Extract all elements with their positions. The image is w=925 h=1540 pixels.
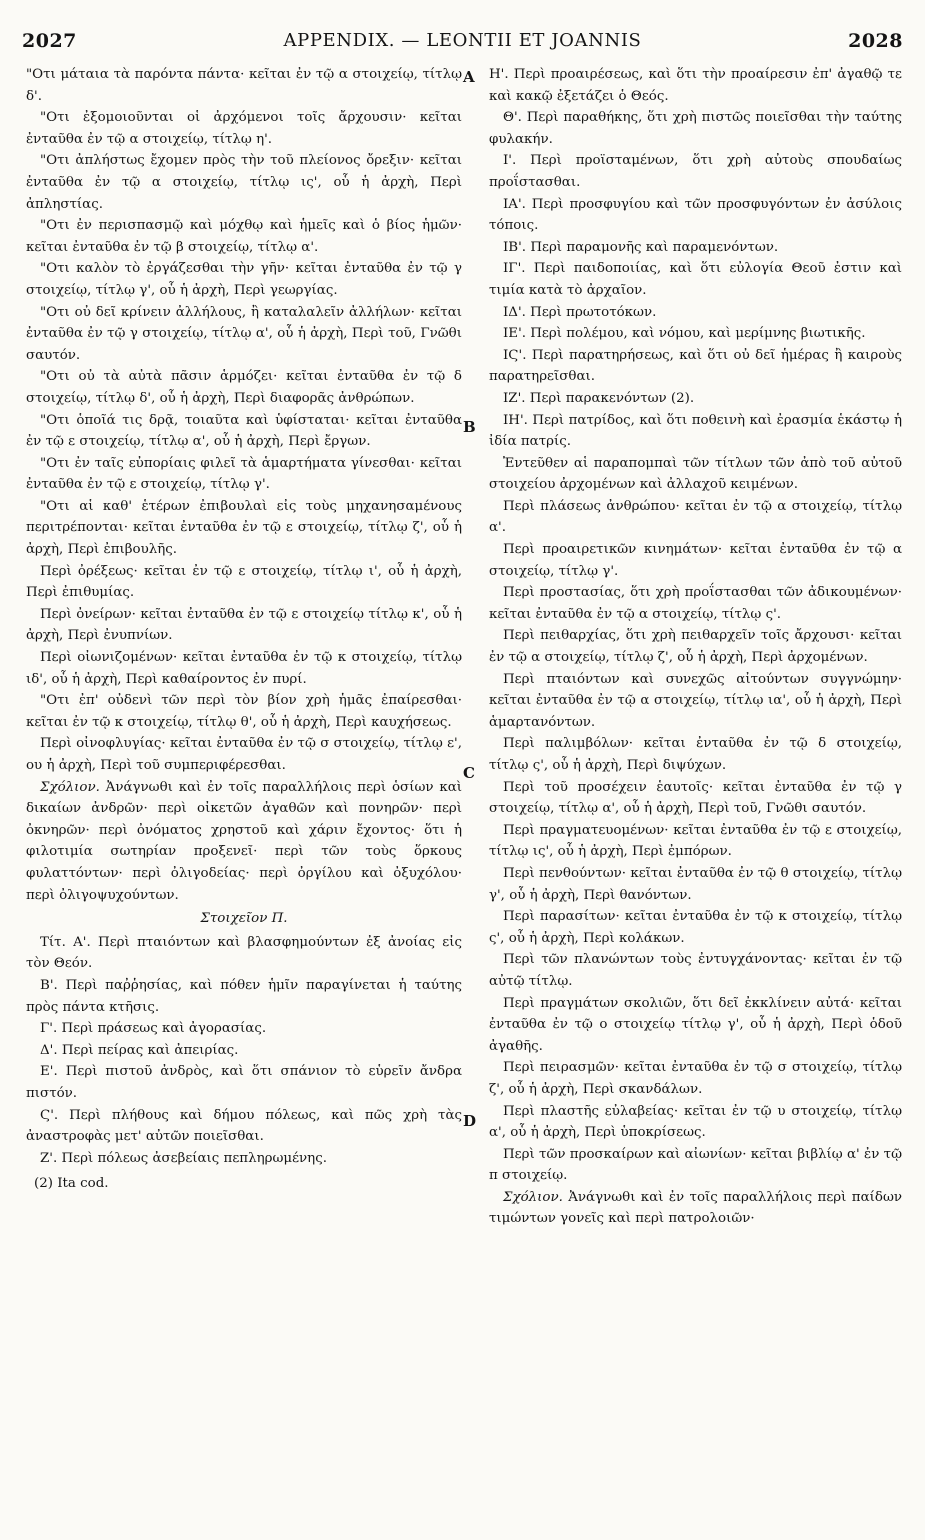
title-entry: Ι'. Περὶ προϊσταμένων, ὅτι χρὴ αὐτοὺς σπουδαίως προΐστασθαι.	[489, 153, 902, 190]
entry-paragraph: Περὶ πειθαρχίας, ὅτι χρὴ πειθαρχεῖν τοῖς ἄρχουσι· κεῖται ἐν τῷ α στοιχείῳ, τίτλῳ ζ', οὗ ἡ ἀρχὴ, Περὶ ἀρχομένων.	[489, 628, 902, 666]
title-entry: Ζ'. Περὶ πόλεως ἀσεβείαις πεπληρωμένης.	[40, 1150, 327, 1166]
entry-paragraph: "Οτι αἱ καθ' ἑτέρων ἐπιβουλαὶ εἰς τοὺς μηχανησαμένους περιτρέπονται· κεῖται ἐνταῦθα ἐν τῷ ε στοιχείῳ, τίτλῳ ζ', οὗ ἡ ἀρχὴ, Περὶ ἐπιβουλῆς.	[26, 498, 462, 558]
entry-paragraph: Περὶ οἰνοφλυγίας· κεῖται ἐνταῦθα ἐν τῷ σ στοιχείῳ, τίτλῳ ε', ου ἡ ἀρχὴ, Περὶ τοῦ συμπεριφέρεσθαι.	[26, 736, 462, 773]
title-entry: Δ'. Περὶ πείρας καὶ ἀπειρίας.	[40, 1042, 239, 1058]
entry-paragraph: Περὶ παρασίτων· κεῖται ἐνταῦθα ἐν τῷ κ στοιχείῳ, τίτλῳ ς', οὗ ἡ ἀρχὴ, Περὶ κολάκων.	[489, 909, 902, 946]
entry-paragraph: Περὶ πειρασμῶν· κεῖται ἐνταῦθα ἐν τῷ σ στοιχείῳ, τίτλῳ ζ', οὗ ἡ ἀρχὴ, Περὶ σκανδάλων.	[489, 1060, 902, 1097]
title-entry: Β'. Περὶ παῤῥησίας, καὶ πόθεν ἡμῖν παραγίνεται ἡ ταύτης πρὸς πάντα κτῆσις.	[26, 977, 462, 1015]
entry-paragraph: Περὶ πλαστῆς εὐλαβείας· κεῖται ἐν τῷ υ στοιχείῳ, τίτλῳ α', οὗ ἡ ἀρχὴ, Περὶ ὑποκρίσεως.	[489, 1103, 902, 1141]
entry-paragraph: Περὶ τῶν προσκαίρων καὶ αἰωνίων· κεῖται βιβλίῳ α' ἐν τῷ π στοιχείῳ.	[489, 1146, 902, 1184]
section-heading: Στοιχεῖον Π.	[200, 911, 288, 927]
title-entry: Ϛ'. Περὶ πλήθους καὶ δήμου πόλεως, καὶ πῶς χρὴ τὰς ἀναστροφὰς μετ' αὐτῶν ποιεῖσθαι.	[26, 1107, 462, 1145]
entry-paragraph: Περὶ προαιρετικῶν κινημάτων· κεῖται ἐνταῦθα ἐν τῷ α στοιχείῳ, τίτλῳ γ'.	[489, 542, 902, 579]
title-entry: Τίτ. Α'. Περὶ πταιόντων καὶ βλασφημούντων ἐξ ἀνοίας εἰς τὸν Θεόν.	[26, 934, 462, 972]
page-header	[22, 30, 903, 58]
scholion-label: Σχόλιον.	[503, 1189, 563, 1205]
title-entry: ΙΑ'. Περὶ προσφυγίου καὶ τῶν προσφυγόντων ἐν ἀσύλοις τόποις.	[489, 196, 902, 234]
entry-paragraph: Περὶ τοῦ προσέχειν ἑαυτοῖς· κεῖται ἐνταῦθα ἐν τῷ γ στοιχείῳ, τίτλῳ α', οὗ ἡ ἀρχὴ, Περὶ τοῦ, Γνῶθι σαυτόν.	[489, 779, 902, 817]
entry-paragraph: Περὶ πραγματευομένων· κεῖται ἐνταῦθα ἐν τῷ ε στοιχείῳ, τίτλῳ ις', οὗ ἡ ἀρχὴ, Περὶ ἐμπόρων.	[489, 822, 902, 860]
title-entry: ΙϚ'. Περὶ παρατηρήσεως, καὶ ὅτι οὐ δεῖ ἡμέρας ἢ καιροὺς παρατηρεῖσθαι.	[489, 347, 902, 385]
scholion-label: Σχόλιον.	[40, 779, 100, 795]
entry-paragraph: Περὶ πενθούντων· κεῖται ἐνταῦθα ἐν τῷ θ στοιχείῳ, τίτλῳ γ', οὗ ἡ ἀρχὴ, Περὶ θανόντων.	[489, 865, 902, 903]
title-entry: Ε'. Περὶ πιστοῦ ἀνδρὸς, καὶ ὅτι σπάνιον τὸ εὑρεῖν ἄνδρα πιστόν.	[26, 1064, 462, 1101]
entry-paragraph: Περὶ οἰωνιζομένων· κεῖται ἐνταῦθα ἐν τῷ κ στοιχείῳ, τίτλῳ ιδ', οὗ ἡ ἀρχὴ, Περὶ καθαίροντος ἐν πυρί.	[26, 650, 462, 687]
title-entry: Θ'. Περὶ παραθήκης, ὅτι χρὴ πιστῶς ποιεῖσθαι τὴν ταύτης φυλακήν.	[489, 110, 902, 147]
entry-paragraph: Περὶ προστασίας, ὅτι χρὴ προΐστασθαι τῶν ἀδικουμένων· κεῖται ἐνταῦθα ἐν τῷ α στοιχείῳ, τίτλῳ ς'.	[489, 585, 902, 622]
page-number-right: 2028	[848, 30, 903, 52]
scholion-text: Ἀνάγνωθι καὶ ἐν τοῖς παραλλήλοις περὶ παίδων τιμώντων γονεῖς καὶ περὶ πατρολοιῶν·	[489, 1189, 902, 1227]
entry-paragraph: Περὶ ὀνείρων· κεῖται ἐνταῦθα ἐν τῷ ε στοιχείῳ τίτλῳ κ', οὗ ἡ ἀρχὴ, Περὶ ἐνυπνίων.	[26, 606, 462, 644]
scholion-paragraph	[26, 777, 462, 907]
cross-reference-intro: Ἐντεῦθεν αἱ παραπομπαὶ τῶν τίτλων τῶν ἀπὸ τοῦ αὐτοῦ στοιχείου ἀρχομένων καὶ ἀλλαχοῦ κειμένων.	[489, 455, 902, 493]
entry-paragraph: Περὶ πραγμάτων σκολιῶν, ὅτι δεῖ ἐκκλίνειν αὐτά· κεῖται ἐνταῦθα ἐν τῷ ο στοιχείῳ τίτλῳ γ', οὗ ἡ ἀρχὴ, Περὶ ὁδοῦ ἀγαθῆς.	[489, 995, 902, 1054]
title-entry: Η'. Περὶ προαιρέσεως, καὶ ὅτι τὴν προαίρεσιν ἐπ' ἀγαθῷ τε καὶ κακῷ ἐξετάζει ὁ Θεός.	[489, 67, 902, 104]
entry-paragraph: "Οτι ἐν ταῖς εὐπορίαις φιλεῖ τὰ ἁμαρτήματα γίνεσθαι· κεῖται ἐνταῦθα ἐν τῷ ε στοιχείῳ, τίτλῳ γ'.	[26, 455, 462, 493]
running-title: APPENDIX. — LEONTII ET JOANNIS	[283, 30, 642, 51]
title-entry: ΙΗ'. Περὶ πατρίδος, καὶ ὅτι ποθεινὴ καὶ ἐρασμία ἑκάστῳ ἡ ἰδία πατρίς.	[489, 412, 902, 450]
title-entry: ΙΒ'. Περὶ παραμονῆς καὶ παραμενόντων.	[503, 239, 779, 255]
entry-paragraph: "Οτι μάταια τὰ παρόντα πάντα· κεῖται ἐν τῷ α στοιχείῳ, τίτλῳ δ'.	[26, 67, 462, 104]
scholion-text: Ἀνάγνωθι καὶ ἐν τοῖς παραλλήλοις περὶ ὁσίων καὶ δικαίων ἀνδρῶν· περὶ οἰκετῶν ἀγαθῶν καὶ πονηρῶν· περὶ ὀκνηρῶν· περὶ ὀνόματος χρηστοῦ καὶ χάριν ἔχοντος· ὅτι ἡ φιλοτιμία σωτηρίαν προξενεῖ· περὶ τῶν τοὺς ὅρκους φυλαττόντων· περὶ ὀλιγοδείας· περὶ ὀργίλου καὶ ὀξυχόλου· περὶ ὀλιγοψυχούντων.	[26, 779, 462, 903]
entry-paragraph: Περὶ ὀρέξεως· κεῖται ἐν τῷ ε στοιχείῳ, τίτλῳ ι', οὗ ἡ ἀρχὴ, Περὶ ἐπιθυμίας.	[26, 563, 462, 601]
entry-paragraph: "Οτι καλὸν τὸ ἐργάζεσθαι τὴν γῆν· κεῖται ἐνταῦθα ἐν τῷ γ στοιχείῳ, τίτλῳ γ', οὗ ἡ ἀρχὴ, Περὶ γεωργίας.	[26, 261, 462, 298]
entry-paragraph: "Οτι ὁποῖά τις δρᾷ, τοιαῦτα καὶ ὑφίσταται· κεῖται ἐνταῦθα ἐν τῷ ε στοιχείῳ, τίτλῳ α', οὗ ἡ ἀρχὴ, Περὶ ἔργων.	[26, 412, 462, 450]
entry-paragraph: Περὶ παλιμβόλων· κεῖται ἐνταῦθα ἐν τῷ δ στοιχείῳ, τίτλῳ ς', οὗ ἡ ἀρχὴ, Περὶ διψύχων.	[489, 736, 902, 773]
footnote: (2) Ita cod.	[34, 1176, 109, 1192]
title-entry: ΙΕ'. Περὶ πολέμου, καὶ νόμου, καὶ μερίμνης βιωτικῆς.	[503, 326, 866, 342]
margin-marker-c: C	[463, 764, 475, 782]
entry-paragraph: Περὶ πταιόντων καὶ συνεχῶς αἰτούντων συγγνώμην· κεῖται ἐνταῦθα ἐν τῷ α στοιχείῳ, τίτλῳ ια', οὗ ἡ ἀρχὴ, Περὶ ἁμαρτανόντων.	[489, 671, 902, 730]
margin-marker-b: B	[463, 418, 476, 436]
title-entry: ΙΖ'. Περὶ παρακενόντων (2).	[503, 390, 695, 406]
scholion-paragraph	[489, 1187, 902, 1230]
entry-paragraph: Περὶ τῶν πλανώντων τοὺς ἐντυγχάνοντας· κεῖται ἐν τῷ αὐτῷ τίτλῳ.	[489, 952, 902, 989]
entry-paragraph: "Οτι οὐ τὰ αὐτὰ πᾶσιν ἁρμόζει· κεῖται ἐνταῦθα ἐν τῷ δ στοιχείῳ, τίτλῳ δ', οὗ ἡ ἀρχὴ, Περὶ διαφορᾶς ἀνθρώπων.	[26, 369, 462, 406]
entry-paragraph: Περὶ πλάσεως ἀνθρώπου· κεῖται ἐν τῷ α στοιχείῳ, τίτλῳ α'.	[489, 498, 902, 536]
entry-paragraph: "Οτι οὐ δεῖ κρίνειν ἀλλήλους, ἢ καταλαλεῖν ἀλλήλων· κεῖται ἐνταῦθα ἐν τῷ γ στοιχείῳ, τίτλῳ α', οὗ ἡ ἀρχὴ, Περὶ τοῦ, Γνῶθι σαυτόν.	[26, 304, 462, 363]
right-column	[489, 64, 902, 1230]
title-entry: ΙΔ'. Περὶ πρωτοτόκων.	[503, 304, 657, 320]
entry-paragraph: "Οτι ἐπ' οὐδενὶ τῶν περὶ τὸν βίον χρὴ ἡμᾶς ἐπαίρεσθαι· κεῖται ἐν τῷ κ στοιχείῳ, τίτλῳ θ', οὗ ἡ ἀρχὴ, Περὶ καυχήσεως.	[26, 693, 462, 730]
left-column	[26, 64, 462, 1195]
title-entry: ΙΓ'. Περὶ παιδοποιίας, καὶ ὅτι εὐλογία Θεοῦ ἐστιν καὶ τιμία κατὰ τὸ ἀρχαῖον.	[489, 261, 902, 298]
entry-paragraph: "Οτι ἐξομοιοῦνται οἱ ἀρχόμενοι τοῖς ἄρχουσιν· κεῖται ἐνταῦθα ἐν τῷ α στοιχείῳ, τίτλῳ η'.	[26, 110, 462, 147]
title-entry: Γ'. Περὶ πράσεως καὶ ἀγορασίας.	[40, 1021, 267, 1037]
margin-marker-d: D	[463, 1112, 477, 1130]
entry-paragraph: "Οτι ἀπλήστως ἔχομεν πρὸς τὴν τοῦ πλείονος ὄρεξιν· κεῖται ἐνταῦθα ἐν τῷ α στοιχείῳ, τίτλῳ ις', οὗ ἡ ἀρχὴ, Περὶ ἀπληστίας.	[26, 153, 462, 212]
page-number-left: 2027	[22, 30, 77, 52]
margin-marker-a: A	[463, 68, 475, 86]
entry-paragraph: "Οτι ἐν περισπασμῷ καὶ μόχθῳ καὶ ἡμεῖς καὶ ὁ βίος ἡμῶν· κεῖται ἐνταῦθα ἐν τῷ β στοιχείῳ, τίτλῳ α'.	[26, 218, 462, 255]
